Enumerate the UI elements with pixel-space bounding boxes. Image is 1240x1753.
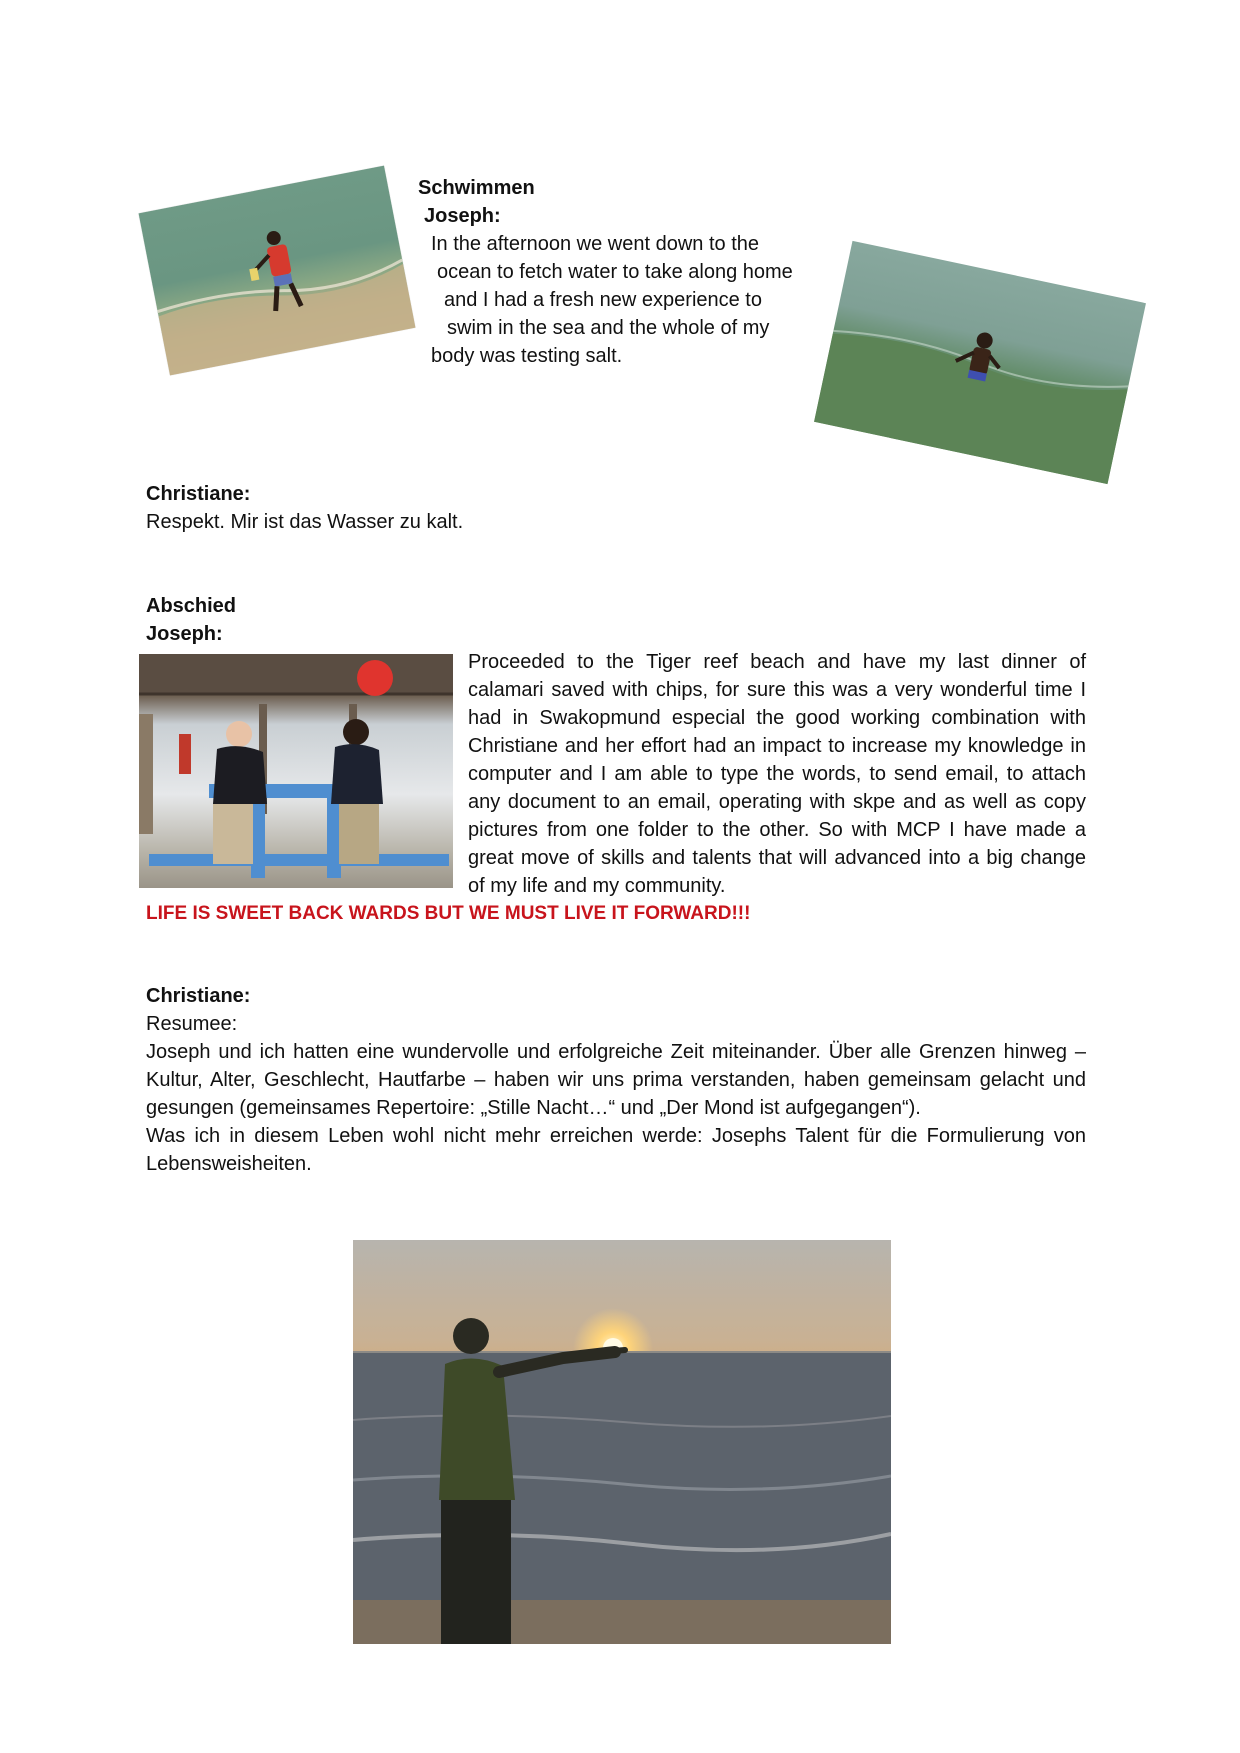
speaker-joseph: Joseph: — [424, 205, 501, 227]
resumee-paragraph-1: Joseph und ich hatten eine wundervolle und erfolgreiche Zeit miteinander. Über alle Grenzen hinweg – Kultur, Alter, Geschlecht, Hautfarbe – haben wir uns prima verstanden, haben gemeinsam gelacht und gesungen (gemeinsames Repertoire: „Stille Nacht…“ und „Der Mond ist aufgegangen“). — [146, 1041, 1086, 1119]
swim-text-line-5: body was testing salt. — [431, 345, 623, 367]
photo-sea-swimmer — [814, 241, 1146, 484]
swim-text-line-1: In the afternoon we went down to the — [431, 233, 759, 255]
photo-sunset-hand-art — [353, 1240, 891, 1644]
resumee-paragraph-2: Was ich in diesem Leben wohl nicht mehr erreichen werde: Josephs Talent für die Formulierung von Lebensweisheiten. — [146, 1125, 1086, 1175]
motto-red: LIFE IS SWEET BACK WARDS BUT WE MUST LIVE IT FORWARD!!! — [146, 903, 751, 924]
swim-text-line-4: swim in the sea and the whole of my — [447, 317, 770, 339]
farewell-text: Proceeded to the Tiger reef beach and have my last dinner of calamari saved with chips, for sure this was a very wonderful time I had in Swakopmund especial the good working combination with Christiane and her effort had an impact to increase my knowledge in computer and I am able to type the words, to send email, to attach any document to an email, operating with skpe and as well as copy pictures from one folder to the other. So with MCP I have made a great move of skills and talents that will advanced into a big change of my life and my community. — [468, 651, 1086, 897]
photo-farewell-dinner-art — [139, 654, 453, 888]
photo-shore-wading-art — [139, 166, 416, 376]
speaker-christiane-resumee: Christiane: — [146, 985, 251, 1007]
resumee-label: Resumee: — [146, 1013, 238, 1035]
photo-sea-swimmer-art — [814, 241, 1146, 484]
speaker-christiane: Christiane: — [146, 483, 251, 505]
christiane-reply: Respekt. Mir ist das Wasser zu kalt. — [146, 511, 464, 533]
photo-farewell-dinner — [139, 654, 453, 888]
photo-sunset-hand — [353, 1240, 891, 1644]
section-heading-abschied: Abschied — [146, 595, 237, 617]
speaker-joseph-farewell: Joseph: — [146, 623, 223, 645]
section-heading-schwimmen: Schwimmen — [418, 177, 535, 199]
swim-text-line-3: and I had a fresh new experience to — [444, 289, 762, 311]
swim-text-line-2: ocean to fetch water to take along home — [437, 261, 793, 283]
photo-shore-wading — [139, 166, 416, 376]
